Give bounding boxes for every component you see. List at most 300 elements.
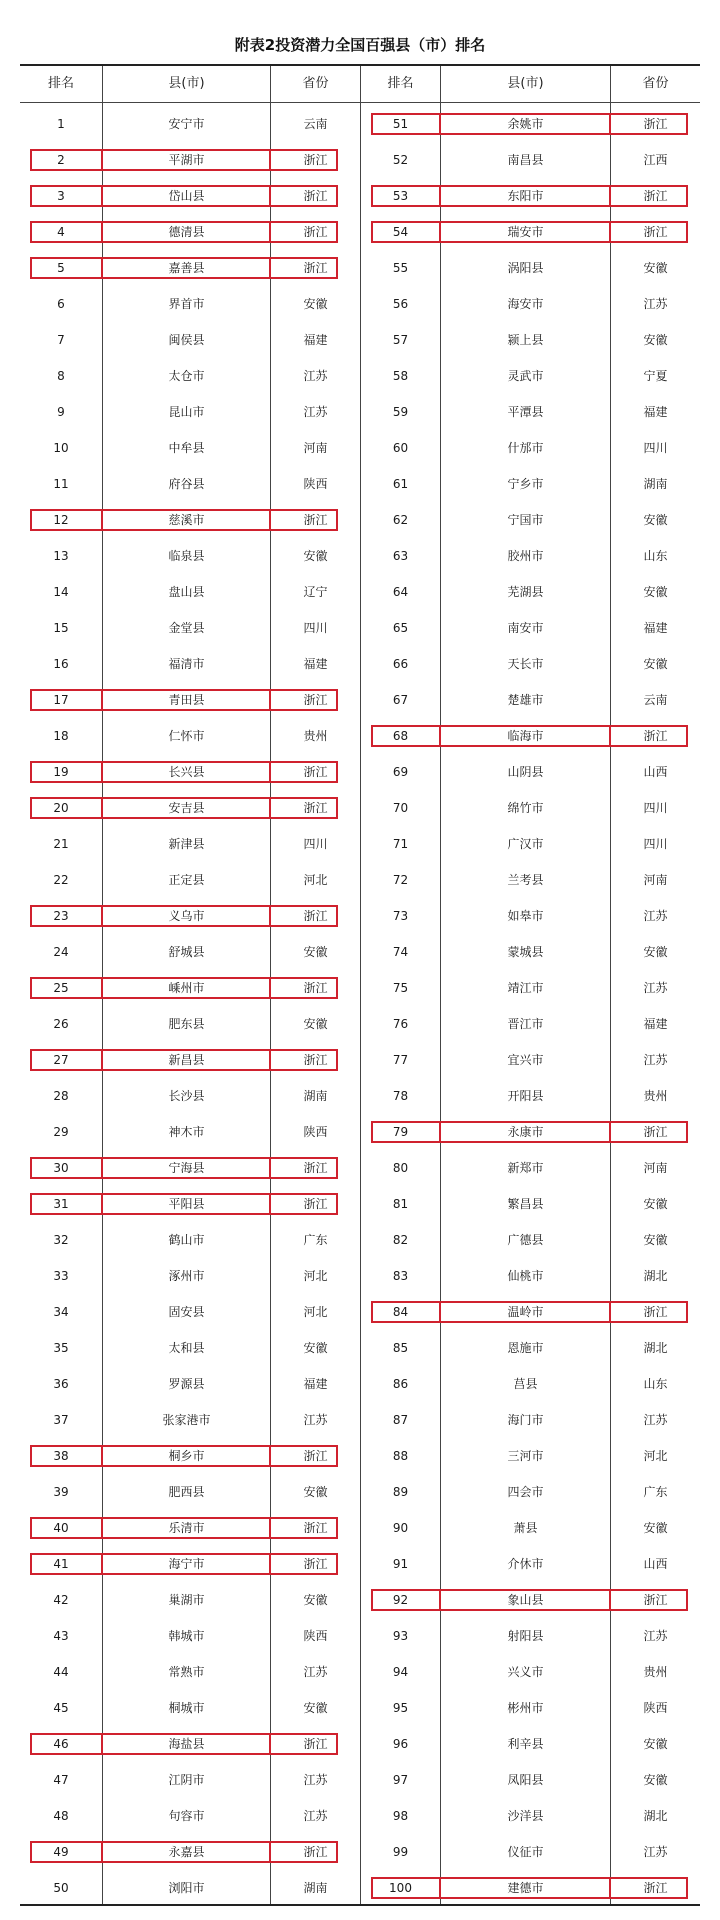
left-province-cell: 浙江 [303,1521,328,1535]
right-county-cell: 颍上县 [507,333,544,347]
left-rank-cell: 35 [53,1341,69,1355]
highlight-divider [101,905,103,927]
right-province-cell: 浙江 [643,189,668,203]
right-province-cell: 四川 [643,801,668,815]
right-rank-cell: 70 [392,801,409,815]
left-county-cell: 肥西县 [168,1485,205,1499]
right-rank-cell: 86 [392,1377,409,1391]
highlight-divider [269,761,271,783]
highlight-divider [269,509,271,531]
left-province-cell: 浙江 [303,225,328,239]
right-rank-cell: 66 [392,657,409,671]
right-province-cell: 安徽 [643,945,668,959]
left-county-cell: 鹤山市 [168,1233,205,1247]
left-province-cell: 江苏 [303,369,328,383]
left-province-cell: 安徽 [303,549,328,563]
right-province-cell: 湖南 [643,477,668,491]
highlight-divider [101,1517,103,1539]
left-county-cell: 慈溪市 [168,513,205,527]
left-rank-cell: 19 [53,765,69,779]
left-rank-cell: 11 [53,477,69,491]
left-province-cell: 云南 [303,117,328,131]
highlight-divider [101,689,103,711]
highlight-divider [439,113,441,135]
right-rank-cell: 51 [392,117,409,131]
right-county-cell: 三河市 [507,1449,544,1463]
left-county-cell: 海宁市 [168,1557,205,1571]
highlight-divider [269,689,271,711]
left-province-cell: 福建 [303,657,328,671]
left-rank-cell: 4 [57,225,65,239]
right-province-cell: 安徽 [643,585,668,599]
left-rank-cell: 23 [53,909,69,923]
highlight-divider [101,761,103,783]
right-province-cell: 山西 [643,1557,668,1571]
left-county-cell: 长兴县 [168,765,205,779]
right-province-cell: 贵州 [643,1665,668,1679]
left-province-cell: 江苏 [303,1809,328,1823]
right-county-cell: 天长市 [507,657,544,671]
right-rank-cell: 65 [392,621,409,635]
right-county-cell: 仪征市 [507,1845,544,1859]
right-rank-cell: 90 [392,1521,409,1535]
right-province-cell: 安徽 [643,657,668,671]
highlight-divider [101,977,103,999]
highlight-divider [101,509,103,531]
right-rank-cell: 68 [392,729,409,743]
left-rank-cell: 20 [53,801,69,815]
header-rank-left: 排名 [47,76,74,91]
left-province-cell: 浙江 [303,801,328,815]
left-county-cell: 巢湖市 [168,1593,205,1607]
highlight-divider [101,185,103,207]
highlight-divider [269,1841,271,1863]
highlight-divider [101,1553,103,1575]
left-rank-cell: 12 [53,513,69,527]
left-rank-cell: 46 [53,1737,69,1751]
right-province-cell: 河南 [643,1161,668,1175]
left-province-cell: 河北 [303,873,328,887]
right-county-cell: 永康市 [507,1125,544,1139]
right-province-cell: 广东 [643,1485,668,1499]
right-county-cell: 蒙城县 [507,945,544,959]
right-rank-cell: 54 [392,225,409,239]
highlight-divider [101,1733,103,1755]
right-rank-cell: 63 [392,549,409,563]
right-rank-cell: 56 [392,297,409,311]
left-province-cell: 浙江 [303,1161,328,1175]
left-county-cell: 仁怀市 [168,729,205,743]
right-province-cell: 江苏 [643,1845,668,1859]
header-rank-right: 排名 [387,76,414,91]
right-province-cell: 河北 [643,1449,668,1463]
right-county-cell: 温岭市 [507,1305,544,1319]
left-county-cell: 嘉善县 [168,261,205,275]
left-rank-cell: 7 [57,333,65,347]
right-rank-cell: 59 [392,405,409,419]
left-rank-cell: 30 [53,1161,69,1175]
right-county-cell: 恩施市 [507,1341,544,1355]
highlight-divider [269,1733,271,1755]
left-province-cell: 安徽 [303,1593,328,1607]
highlight-divider [269,221,271,243]
left-rank-cell: 44 [53,1665,69,1679]
right-county-cell: 介休市 [507,1557,544,1571]
right-county-cell: 平潭县 [507,405,544,419]
right-province-cell: 湖北 [643,1809,668,1823]
left-county-cell: 正定县 [168,873,205,887]
right-rank-cell: 75 [392,981,409,995]
right-province-cell: 安徽 [643,1737,668,1751]
highlight-divider [269,977,271,999]
left-county-cell: 嵊州市 [168,981,205,995]
left-county-cell: 肥东县 [168,1017,205,1031]
right-county-cell: 山阴县 [507,765,544,779]
left-rank-cell: 27 [53,1053,69,1067]
left-rank-cell: 32 [53,1233,69,1247]
right-county-cell: 临海市 [507,729,544,743]
left-rank-cell: 50 [53,1881,69,1895]
highlight-divider [101,797,103,819]
left-rank-cell: 25 [53,981,69,995]
right-county-cell: 利辛县 [507,1737,544,1751]
left-county-cell: 桐乡市 [168,1449,205,1463]
right-rank-cell: 62 [392,513,409,527]
right-rank-cell: 69 [392,765,409,779]
left-county-cell: 福清市 [168,657,205,671]
right-county-cell: 新郑市 [507,1161,544,1175]
highlight-divider [439,1121,441,1143]
right-rank-cell: 60 [392,441,409,455]
right-rank-cell: 97 [392,1773,409,1787]
left-rank-cell: 15 [53,621,69,635]
left-rank-cell: 41 [53,1557,69,1571]
left-province-cell: 贵州 [303,729,328,743]
left-province-cell: 浙江 [303,189,328,203]
left-county-cell: 平湖市 [168,153,205,167]
left-county-cell: 义乌市 [168,909,205,923]
highlight-divider [439,1877,441,1899]
left-county-cell: 新昌县 [168,1053,205,1067]
left-province-cell: 浙江 [303,765,328,779]
right-county-cell: 宁乡市 [507,477,544,491]
header-county-left: 县(市) [168,76,205,91]
left-rank-cell: 18 [53,729,69,743]
highlight-divider [101,257,103,279]
left-county-cell: 中牟县 [168,441,205,455]
right-county-cell: 彬州市 [507,1701,544,1715]
right-rank-cell: 78 [392,1089,409,1103]
right-county-cell: 灵武市 [507,369,544,383]
left-rank-cell: 34 [53,1305,69,1319]
right-rank-cell: 99 [392,1845,409,1859]
right-rank-cell: 94 [392,1665,409,1679]
right-province-cell: 浙江 [643,1125,668,1139]
left-province-cell: 安徽 [303,1341,328,1355]
left-county-cell: 张家港市 [162,1413,211,1427]
left-province-cell: 浙江 [303,1449,328,1463]
right-rank-cell: 83 [392,1269,409,1283]
left-county-cell: 神木市 [168,1125,205,1139]
right-province-cell: 陕西 [643,1701,668,1715]
right-province-cell: 山西 [643,765,668,779]
right-province-cell: 安徽 [643,333,668,347]
left-province-cell: 安徽 [303,297,328,311]
left-province-cell: 浙江 [303,693,328,707]
left-rank-cell: 38 [53,1449,69,1463]
right-rank-cell: 67 [392,693,409,707]
left-county-cell: 岱山县 [168,189,205,203]
right-rank-cell: 71 [392,837,409,851]
highlight-divider [269,905,271,927]
highlight-divider [101,1445,103,1467]
highlight-divider [439,725,441,747]
right-county-cell: 凤阳县 [507,1773,544,1787]
right-rank-cell: 52 [392,153,409,167]
right-province-cell: 江苏 [643,1413,668,1427]
left-county-cell: 常熟市 [168,1665,205,1679]
left-county-cell: 太仓市 [168,369,205,383]
highlight-divider [439,1589,441,1611]
right-rank-cell: 92 [392,1593,409,1607]
left-province-cell: 江苏 [303,1773,328,1787]
left-province-cell: 辽宁 [303,585,328,599]
right-rank-cell: 73 [392,909,409,923]
left-province-cell: 河北 [303,1305,328,1319]
right-county-cell: 建德市 [507,1881,544,1895]
right-county-cell: 晋江市 [507,1017,544,1031]
highlight-divider [269,185,271,207]
left-rank-cell: 9 [57,405,65,419]
right-county-cell: 如皋市 [507,909,544,923]
left-province-cell: 浙江 [303,1197,328,1211]
header-province-right: 省份 [642,76,669,91]
right-province-cell: 云南 [643,693,668,707]
left-province-cell: 江苏 [303,1413,328,1427]
right-rank-cell: 55 [392,261,409,275]
left-province-cell: 河南 [303,441,328,455]
left-province-cell: 浙江 [303,513,328,527]
left-province-cell: 浙江 [303,1053,328,1067]
left-rank-cell: 40 [53,1521,69,1535]
highlight-divider [101,1841,103,1863]
ranking-table [20,64,700,1906]
left-rank-cell: 39 [53,1485,69,1499]
right-province-cell: 浙江 [643,1305,668,1319]
left-province-cell: 浙江 [303,1557,328,1571]
highlight-divider [101,221,103,243]
left-rank-cell: 5 [57,261,65,275]
left-rank-cell: 16 [53,657,69,671]
right-province-cell: 四川 [643,837,668,851]
left-province-cell: 河北 [303,1269,328,1283]
left-rank-cell: 26 [53,1017,69,1031]
left-rank-cell: 37 [53,1413,69,1427]
right-rank-cell: 53 [392,189,409,203]
left-province-cell: 浙江 [303,909,328,923]
right-province-cell: 福建 [643,621,668,635]
left-province-cell: 安徽 [303,945,328,959]
right-county-cell: 广汉市 [507,837,544,851]
left-rank-cell: 36 [53,1377,69,1391]
right-rank-cell: 80 [392,1161,409,1175]
highlight-divider [269,1445,271,1467]
left-rank-cell: 24 [53,945,69,959]
right-county-cell: 广德县 [507,1233,544,1247]
left-rank-cell: 6 [57,297,65,311]
right-province-cell: 浙江 [643,225,668,239]
left-province-cell: 安徽 [303,1701,328,1715]
left-county-cell: 安宁市 [168,117,205,131]
left-county-cell: 府谷县 [168,477,205,491]
right-rank-cell: 85 [392,1341,409,1355]
highlight-divider [609,185,611,207]
left-province-cell: 江苏 [303,405,328,419]
header-county-right: 县(市) [507,76,544,91]
right-county-cell: 海门市 [507,1413,544,1427]
right-rank-cell: 96 [392,1737,409,1751]
right-province-cell: 江西 [643,153,668,167]
highlight-divider [609,1121,611,1143]
highlight-divider [101,1049,103,1071]
right-county-cell: 什邡市 [507,441,544,455]
right-rank-cell: 76 [392,1017,409,1031]
left-province-cell: 浙江 [303,1845,328,1859]
left-rank-cell: 1 [57,117,65,131]
left-rank-cell: 42 [53,1593,69,1607]
left-province-cell: 湖南 [303,1881,328,1895]
highlight-divider [269,1049,271,1071]
right-rank-cell: 84 [392,1305,409,1319]
highlight-divider [439,1301,441,1323]
left-rank-cell: 47 [53,1773,69,1787]
left-county-cell: 界首市 [168,297,205,311]
left-county-cell: 永嘉县 [168,1845,205,1859]
right-rank-cell: 64 [392,585,409,599]
right-county-cell: 绵竹市 [507,801,544,815]
right-province-cell: 江苏 [643,909,668,923]
right-province-cell: 江苏 [643,981,668,995]
left-province-cell: 四川 [303,837,328,851]
highlight-divider [101,1157,103,1179]
left-province-cell: 浙江 [303,981,328,995]
left-county-cell: 临泉县 [168,549,205,563]
right-province-cell: 湖北 [643,1341,668,1355]
right-province-cell: 河南 [643,873,668,887]
right-county-cell: 兴义市 [507,1665,544,1679]
right-province-cell: 江苏 [643,1053,668,1067]
left-rank-cell: 2 [57,153,65,167]
highlight-divider [269,149,271,171]
right-province-cell: 安徽 [643,1233,668,1247]
highlight-divider [269,1553,271,1575]
header-province-left: 省份 [302,76,329,91]
right-county-cell: 南安市 [507,621,544,635]
left-rank-cell: 21 [53,837,69,851]
right-province-cell: 福建 [643,1017,668,1031]
highlight-divider [439,185,441,207]
left-province-cell: 广东 [303,1233,328,1247]
right-county-cell: 象山县 [507,1593,544,1607]
right-rank-cell: 100 [389,1881,412,1895]
left-rank-cell: 17 [53,693,69,707]
left-province-cell: 陕西 [303,477,328,491]
highlight-divider [269,797,271,819]
left-county-cell: 舒城县 [168,945,205,959]
right-rank-cell: 74 [392,945,409,959]
right-province-cell: 浙江 [643,729,668,743]
left-county-cell: 海盐县 [168,1737,205,1751]
left-county-cell: 新津县 [168,837,205,851]
highlight-divider [269,1517,271,1539]
right-rank-cell: 58 [392,369,409,383]
right-rank-cell: 81 [392,1197,409,1211]
highlight-divider [609,1877,611,1899]
right-rank-cell: 82 [392,1233,409,1247]
right-province-cell: 浙江 [643,117,668,131]
left-county-cell: 桐城市 [168,1701,205,1715]
left-province-cell: 安徽 [303,1017,328,1031]
right-rank-cell: 95 [392,1701,409,1715]
highlight-divider [439,221,441,243]
left-county-cell: 涿州市 [168,1269,205,1283]
highlight-divider [269,1157,271,1179]
highlight-divider [609,1589,611,1611]
left-province-cell: 浙江 [303,153,328,167]
highlight-divider [609,725,611,747]
right-county-cell: 胶州市 [507,549,544,563]
highlight-divider [101,149,103,171]
left-rank-cell: 28 [53,1089,69,1103]
right-county-cell: 瑞安市 [507,225,544,239]
right-county-cell: 南昌县 [507,153,544,167]
right-county-cell: 仙桃市 [507,1269,544,1283]
right-rank-cell: 98 [392,1809,409,1823]
left-province-cell: 浙江 [303,1737,328,1751]
right-province-cell: 浙江 [643,1593,668,1607]
left-rank-cell: 3 [57,189,65,203]
left-county-cell: 长沙县 [168,1089,205,1103]
left-county-cell: 闽侯县 [168,333,205,347]
right-county-cell: 四会市 [507,1485,544,1499]
highlight-divider [269,257,271,279]
right-rank-cell: 93 [392,1629,409,1643]
left-province-cell: 湖南 [303,1089,328,1103]
left-county-cell: 罗源县 [168,1377,205,1391]
left-county-cell: 昆山市 [168,405,205,419]
left-county-cell: 德清县 [168,225,205,239]
left-rank-cell: 49 [53,1845,69,1859]
left-rank-cell: 8 [57,369,65,383]
left-county-cell: 固安县 [168,1305,205,1319]
left-county-cell: 金堂县 [168,621,205,635]
left-county-cell: 太和县 [168,1341,205,1355]
left-rank-cell: 43 [53,1629,69,1643]
left-rank-cell: 22 [53,873,69,887]
right-province-cell: 山东 [643,1377,668,1391]
right-province-cell: 安徽 [643,1197,668,1211]
right-county-cell: 东阳市 [507,189,544,203]
right-county-cell: 开阳县 [507,1089,544,1103]
right-rank-cell: 89 [392,1485,409,1499]
left-province-cell: 安徽 [303,1485,328,1499]
left-rank-cell: 29 [53,1125,69,1139]
right-province-cell: 安徽 [643,261,668,275]
right-province-cell: 浙江 [643,1881,668,1895]
table-title: 附表2投资潜力全国百强县（市）排名 [234,36,486,54]
right-rank-cell: 72 [392,873,409,887]
left-county-cell: 韩城市 [168,1629,205,1643]
